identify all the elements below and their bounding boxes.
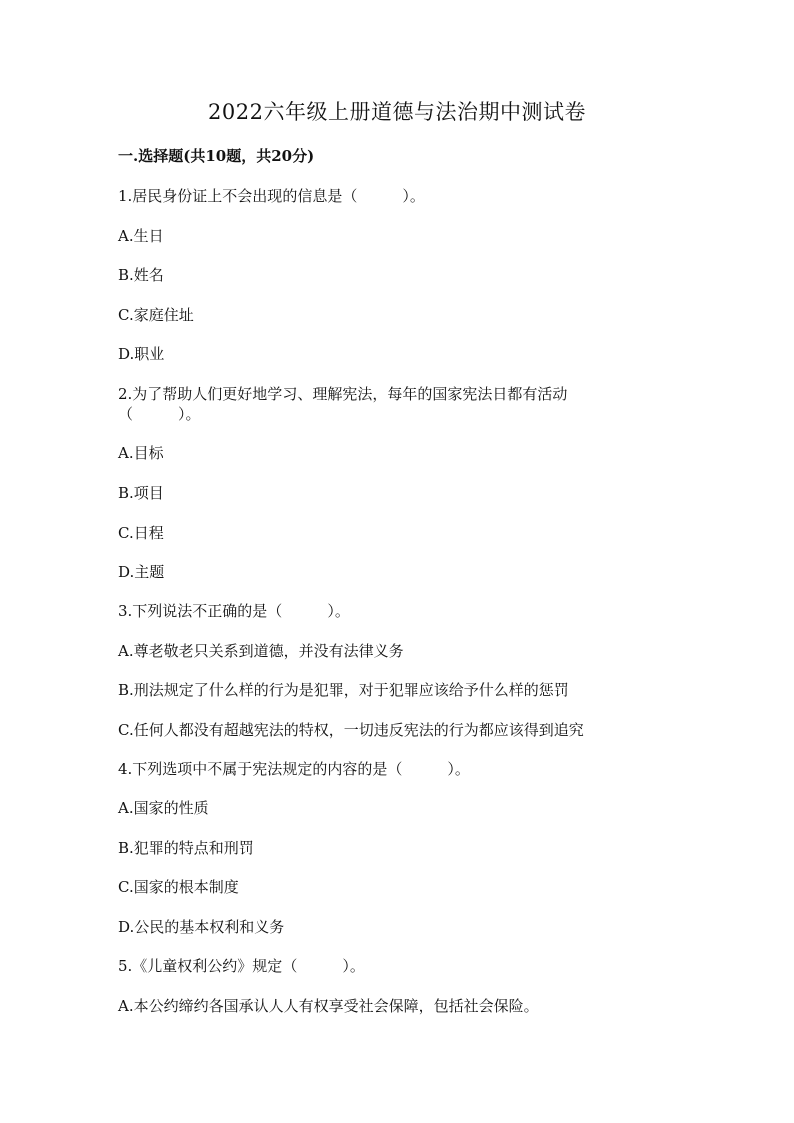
question-3-option-c: C.任何人都没有超越宪法的特权，一切违反宪法的行为都应该得到追究 <box>118 721 584 739</box>
question-1-option-a: A.生日 <box>118 227 164 245</box>
question-2-option-c: C.日程 <box>118 524 164 542</box>
question-1-option-c: C.家庭住址 <box>118 306 194 324</box>
question-5-stem: 5.《儿童权利公约》规定（ ）。 <box>118 957 365 975</box>
question-2-option-b: B.项目 <box>118 484 164 502</box>
question-4-option-a: A.国家的性质 <box>118 799 209 817</box>
question-1-option-d: D.职业 <box>118 345 165 363</box>
question-2-stem: 2.为了帮助人们更好地学习、理解宪法，每年的国家宪法日都有活动 <box>118 385 568 403</box>
question-1-option-b: B.姓名 <box>118 266 164 284</box>
question-5-option-a: A.本公约缔约各国承认人人有权享受社会保障，包括社会保险。 <box>118 997 539 1015</box>
question-2-option-d: D.主题 <box>118 563 165 581</box>
question-3-stem: 3.下列说法不正确的是（ ）。 <box>118 602 350 620</box>
section-heading: 一.选择题(共10题，共20分) <box>118 147 315 165</box>
question-4-option-c: C.国家的根本制度 <box>118 878 239 896</box>
question-1-stem: 1.居民身份证上不会出现的信息是（ ）。 <box>118 187 425 205</box>
question-4-option-d: D.公民的基本权利和义务 <box>118 918 285 936</box>
exam-title: 2022六年级上册道德与法治期中测试卷 <box>208 100 586 124</box>
question-3-option-a: A.尊老敬老只关系到道德，并没有法律义务 <box>118 642 404 660</box>
question-2-option-a: A.目标 <box>118 444 164 462</box>
question-2-stem-continued: （ ）。 <box>118 405 201 423</box>
question-4-stem: 4.下列选项中不属于宪法规定的内容的是（ ）。 <box>118 760 470 778</box>
question-4-option-b: B.犯罪的特点和刑罚 <box>118 839 254 857</box>
question-3-option-b: B.刑法规定了什么样的行为是犯罪，对于犯罪应该给予什么样的惩罚 <box>118 681 569 699</box>
